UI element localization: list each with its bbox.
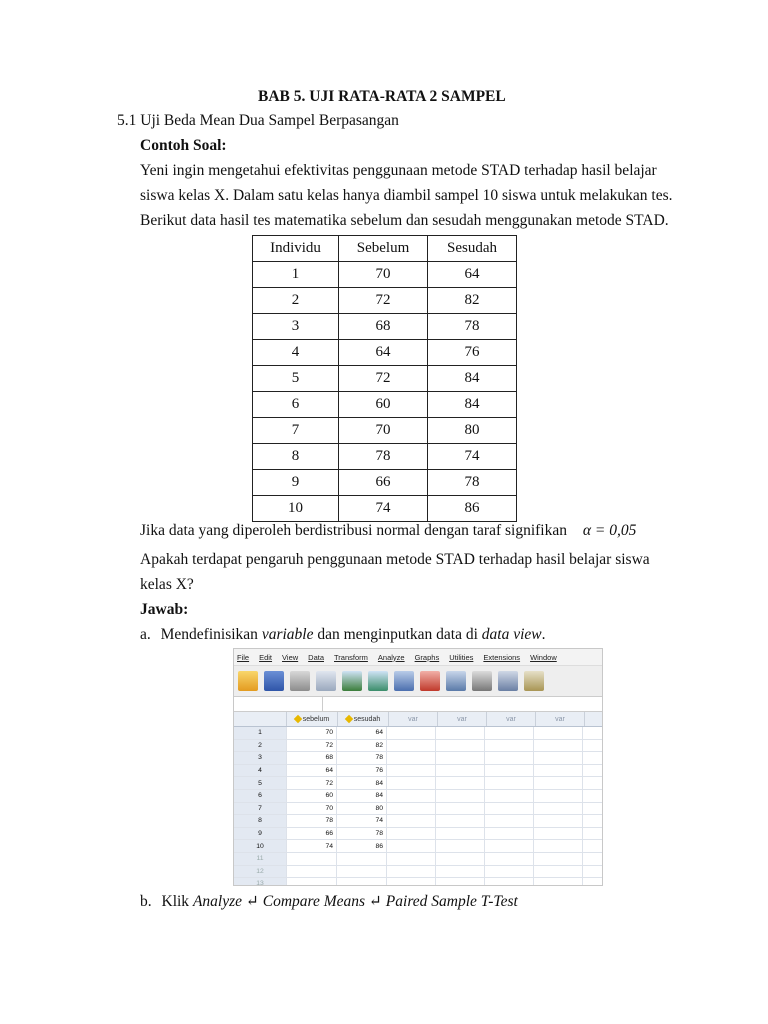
find-icon[interactable]	[472, 671, 492, 691]
row-number[interactable]: 3	[234, 752, 287, 764]
cell-sesudah: 84	[428, 392, 517, 418]
empty-cell[interactable]	[534, 828, 583, 840]
cell-sesudah[interactable]: 84	[337, 777, 387, 789]
cell-sesudah[interactable]: 80	[337, 803, 387, 815]
chapter-title: BAB 5. UJI RATA-RATA 2 SAMPEL	[258, 88, 506, 105]
cell-name-box[interactable]	[234, 697, 323, 711]
cell-sesudah[interactable]	[337, 878, 387, 886]
cell-sesudah: 84	[428, 366, 517, 392]
cell-sesudah[interactable]: 64	[337, 727, 387, 739]
open-folder-icon[interactable]	[238, 671, 258, 691]
redo-icon[interactable]	[368, 671, 388, 691]
empty-cell[interactable]	[485, 853, 534, 865]
step-a-text-3: .	[541, 626, 546, 643]
cell-sebelum: 60	[339, 392, 428, 418]
row-number[interactable]: 5	[234, 777, 287, 789]
row-filler	[583, 866, 602, 878]
row-number[interactable]: 7	[234, 803, 287, 815]
cell-sesudah[interactable]: 86	[337, 840, 387, 852]
header-sebelum: Sebelum	[339, 236, 428, 262]
print-icon[interactable]	[290, 671, 310, 691]
header-individu: Individu	[253, 236, 339, 262]
menu-edit[interactable]: Edit	[259, 652, 273, 662]
empty-cell[interactable]	[387, 853, 436, 865]
empty-cell[interactable]	[436, 740, 485, 752]
question-line-1: Apakah terdapat pengaruh penggunaan metode STAD terhadap hasil belajar siswa	[140, 551, 650, 568]
cell-individu: 6	[253, 392, 339, 418]
row-number[interactable]: 11	[234, 853, 287, 865]
column-label: sebelum	[302, 715, 330, 723]
menu-analyze[interactable]: Analyze	[377, 652, 405, 662]
cell-sebelum[interactable]: 66	[287, 828, 337, 840]
cell-sebelum: 74	[339, 496, 428, 522]
cell-individu: 2	[253, 288, 339, 314]
row-number[interactable]: 9	[234, 828, 287, 840]
section-heading: 5.1 Uji Beda Mean Dua Sampel Berpasangan	[117, 112, 399, 129]
empty-cell[interactable]	[485, 878, 534, 886]
cell-sesudah[interactable]	[337, 866, 387, 878]
table-row	[234, 790, 602, 803]
row-filler	[583, 815, 602, 827]
table-row	[253, 366, 517, 392]
column-header-var[interactable]: var	[487, 712, 536, 726]
cell-sebelum[interactable]	[287, 878, 337, 886]
table-row	[234, 765, 602, 778]
table-row	[234, 727, 602, 740]
empty-cell[interactable]	[485, 840, 534, 852]
step-b	[140, 892, 518, 912]
cell-sebelum[interactable]	[287, 853, 337, 865]
step-a-italic-1: variable	[261, 626, 314, 643]
menu-window[interactable]: Window	[530, 652, 557, 662]
cell-sebelum[interactable]: 78	[287, 815, 337, 827]
step-a-marker: a.	[140, 626, 151, 643]
empty-cell[interactable]	[485, 752, 534, 764]
row-filler	[583, 803, 602, 815]
step-b-text: Klik	[161, 893, 193, 910]
cell-sebelum: 70	[339, 262, 428, 288]
spss-data-grid	[234, 712, 602, 886]
row-filler	[583, 878, 602, 886]
empty-cell[interactable]	[485, 828, 534, 840]
cell-sebelum: 78	[339, 444, 428, 470]
empty-cell[interactable]	[387, 790, 436, 802]
table-row	[234, 752, 602, 765]
condition-text: Jika data yang diperoleh berdistribusi normal dengan taraf signifikan	[140, 522, 567, 539]
cell-sesudah[interactable]	[337, 853, 387, 865]
empty-cell[interactable]	[436, 727, 485, 739]
cell-sebelum: 72	[339, 366, 428, 392]
data-table	[252, 235, 517, 522]
empty-cell[interactable]	[387, 866, 436, 878]
split-file-icon[interactable]	[498, 671, 518, 691]
empty-cell[interactable]	[485, 815, 534, 827]
empty-cell[interactable]	[485, 790, 534, 802]
row-filler	[583, 840, 602, 852]
table-row	[253, 340, 517, 366]
menu-transform[interactable]: Transform	[334, 652, 368, 662]
cell-sesudah: 78	[428, 470, 517, 496]
empty-cell[interactable]	[436, 790, 485, 802]
menu-view[interactable]: View	[282, 652, 299, 662]
row-filler	[583, 740, 602, 752]
cell-sesudah[interactable]: 74	[337, 815, 387, 827]
cell-editor-bar	[234, 697, 602, 712]
empty-cell[interactable]	[387, 878, 436, 886]
row-filler	[583, 752, 602, 764]
cell-sesudah[interactable]: 78	[337, 752, 387, 764]
cell-sesudah: 82	[428, 288, 517, 314]
cell-content-field[interactable]	[323, 697, 602, 711]
table-row	[234, 740, 602, 753]
empty-cell[interactable]	[485, 727, 534, 739]
column-header-var[interactable]: var	[389, 712, 438, 726]
cell-individu: 3	[253, 314, 339, 340]
cell-sebelum[interactable]: 68	[287, 752, 337, 764]
empty-cell[interactable]	[485, 866, 534, 878]
empty-cell[interactable]	[534, 777, 583, 789]
empty-cell[interactable]	[436, 815, 485, 827]
row-number[interactable]: 6	[234, 790, 287, 802]
menu-utilities[interactable]: Utilities	[449, 652, 474, 662]
header-filler	[585, 712, 602, 726]
cell-individu: 4	[253, 340, 339, 366]
table-row	[253, 444, 517, 470]
cell-sebelum[interactable]: 70	[287, 727, 337, 739]
empty-cell[interactable]	[387, 815, 436, 827]
column-header-sesudah[interactable]	[338, 712, 389, 726]
header-sesudah: Sesudah	[428, 236, 517, 262]
cell-individu: 5	[253, 366, 339, 392]
row-filler	[583, 828, 602, 840]
table-row	[234, 803, 602, 816]
step-a	[140, 625, 546, 645]
cell-sesudah[interactable]: 82	[337, 740, 387, 752]
step-b-marker: b.	[140, 893, 152, 910]
empty-cell[interactable]	[485, 765, 534, 777]
step-a-text-2: dan menginputkan data di	[313, 626, 482, 643]
row-number[interactable]: 13	[234, 878, 287, 886]
cell-sesudah[interactable]: 76	[337, 765, 387, 777]
cell-sebelum[interactable]: 70	[287, 803, 337, 815]
table-row	[234, 853, 602, 866]
empty-cell[interactable]	[534, 866, 583, 878]
spss-menubar	[234, 649, 602, 666]
empty-cell[interactable]	[534, 752, 583, 764]
cell-sebelum[interactable]: 72	[287, 740, 337, 752]
answer-label: Jawab:	[140, 601, 189, 618]
cell-sesudah[interactable]: 84	[337, 790, 387, 802]
cell-sesudah: 86	[428, 496, 517, 522]
empty-cell[interactable]	[485, 777, 534, 789]
empty-cell[interactable]	[436, 777, 485, 789]
cell-sebelum[interactable]: 64	[287, 765, 337, 777]
undo-icon[interactable]	[342, 671, 362, 691]
empty-cell[interactable]	[387, 777, 436, 789]
spss-data-view-screenshot	[233, 648, 603, 886]
paragraph-line-3: Berikut data hasil tes matematika sebelum dan sesudah menggunakan metode STAD.	[140, 212, 669, 229]
table-row	[253, 288, 517, 314]
column-header-var[interactable]: var	[536, 712, 585, 726]
paragraph-line-1: Yeni ingin mengetahui efektivitas penggunaan metode STAD terhadap hasil belajar	[140, 162, 657, 179]
empty-cell[interactable]	[436, 866, 485, 878]
empty-cell[interactable]	[387, 840, 436, 852]
cell-individu: 7	[253, 418, 339, 444]
row-number[interactable]: 12	[234, 866, 287, 878]
scale-variable-icon	[345, 715, 353, 723]
table-row	[234, 878, 602, 886]
empty-cell[interactable]	[534, 740, 583, 752]
row-number[interactable]: 1	[234, 727, 287, 739]
cell-sesudah: 76	[428, 340, 517, 366]
row-number[interactable]: 4	[234, 765, 287, 777]
empty-cell[interactable]	[387, 803, 436, 815]
menu-file[interactable]: File	[237, 652, 250, 662]
empty-cell[interactable]	[436, 765, 485, 777]
weight-cases-icon[interactable]	[524, 671, 544, 691]
empty-cell[interactable]	[436, 853, 485, 865]
row-filler	[583, 853, 602, 865]
question-line-2: kelas X?	[140, 576, 194, 593]
empty-cell[interactable]	[387, 828, 436, 840]
menu-graphs[interactable]: Graphs	[414, 652, 440, 662]
table-row	[234, 815, 602, 828]
column-label: sesudah	[353, 715, 381, 723]
empty-cell[interactable]	[387, 765, 436, 777]
table-row	[253, 314, 517, 340]
spss-toolbar	[234, 666, 602, 697]
goto-variable-icon[interactable]	[420, 671, 440, 691]
cell-individu: 9	[253, 470, 339, 496]
cell-individu: 1	[253, 262, 339, 288]
empty-cell[interactable]	[485, 803, 534, 815]
step-b-menu-path: Analyze ↵ Compare Means ↵ Paired Sample T-Test	[192, 893, 518, 910]
column-header-var[interactable]: var	[438, 712, 487, 726]
step-a-text-1: Mendefinisikan	[160, 626, 262, 643]
empty-cell[interactable]	[387, 727, 436, 739]
table-header-row	[253, 236, 517, 262]
cell-sesudah: 80	[428, 418, 517, 444]
table-row	[234, 828, 602, 841]
table-row	[234, 840, 602, 853]
table-row	[253, 470, 517, 496]
condition-line	[140, 521, 636, 541]
empty-cell[interactable]	[534, 803, 583, 815]
empty-cell[interactable]	[387, 740, 436, 752]
corner-cell	[234, 712, 287, 726]
alpha-value: α = 0,05	[582, 522, 637, 539]
cell-sesudah[interactable]: 78	[337, 828, 387, 840]
table-row	[234, 777, 602, 790]
empty-cell[interactable]	[485, 740, 534, 752]
paragraph-line-2: siswa kelas X. Dalam satu kelas hanya diambil sampel 10 siswa untuk melakukan tes.	[140, 187, 673, 204]
row-filler	[583, 765, 602, 777]
column-header-sebelum[interactable]	[287, 712, 338, 726]
table-row	[253, 262, 517, 288]
scale-variable-icon	[294, 715, 302, 723]
cell-sesudah: 64	[428, 262, 517, 288]
empty-cell[interactable]	[534, 853, 583, 865]
row-filler	[583, 727, 602, 739]
row-number[interactable]: 10	[234, 840, 287, 852]
cell-sebelum: 70	[339, 418, 428, 444]
cell-sebelum[interactable]	[287, 866, 337, 878]
menu-extensions[interactable]: Extensions	[483, 652, 521, 662]
empty-cell[interactable]	[534, 727, 583, 739]
cell-sebelum: 66	[339, 470, 428, 496]
empty-cell[interactable]	[436, 840, 485, 852]
cell-sebelum: 68	[339, 314, 428, 340]
empty-cell[interactable]	[534, 790, 583, 802]
empty-cell[interactable]	[436, 752, 485, 764]
cell-sebelum[interactable]: 60	[287, 790, 337, 802]
cell-sesudah: 78	[428, 314, 517, 340]
row-number[interactable]: 8	[234, 815, 287, 827]
goto-case-icon[interactable]	[394, 671, 414, 691]
cell-sebelum[interactable]: 72	[287, 777, 337, 789]
empty-cell[interactable]	[387, 752, 436, 764]
cell-sebelum: 72	[339, 288, 428, 314]
table-row	[234, 866, 602, 879]
menu-data[interactable]: Data	[308, 652, 324, 662]
table-row	[253, 496, 517, 522]
row-number[interactable]: 2	[234, 740, 287, 752]
cell-sesudah: 74	[428, 444, 517, 470]
step-a-italic-2: data view	[481, 626, 542, 643]
empty-cell[interactable]	[534, 815, 583, 827]
variables-icon[interactable]	[446, 671, 466, 691]
empty-cell[interactable]	[436, 828, 485, 840]
cell-individu: 10	[253, 496, 339, 522]
row-filler	[583, 790, 602, 802]
empty-cell[interactable]	[436, 803, 485, 815]
cell-sebelum: 64	[339, 340, 428, 366]
table-row	[253, 392, 517, 418]
row-filler	[583, 777, 602, 789]
cell-individu: 8	[253, 444, 339, 470]
grid-header-row	[234, 712, 602, 727]
empty-cell[interactable]	[534, 765, 583, 777]
save-icon[interactable]	[264, 671, 284, 691]
empty-cell[interactable]	[534, 840, 583, 852]
cell-sebelum[interactable]: 74	[287, 840, 337, 852]
empty-cell[interactable]	[534, 878, 583, 886]
example-label: Contoh Soal:	[140, 137, 227, 154]
dialog-recall-icon[interactable]	[316, 671, 336, 691]
empty-cell[interactable]	[436, 878, 485, 886]
table-row	[253, 418, 517, 444]
